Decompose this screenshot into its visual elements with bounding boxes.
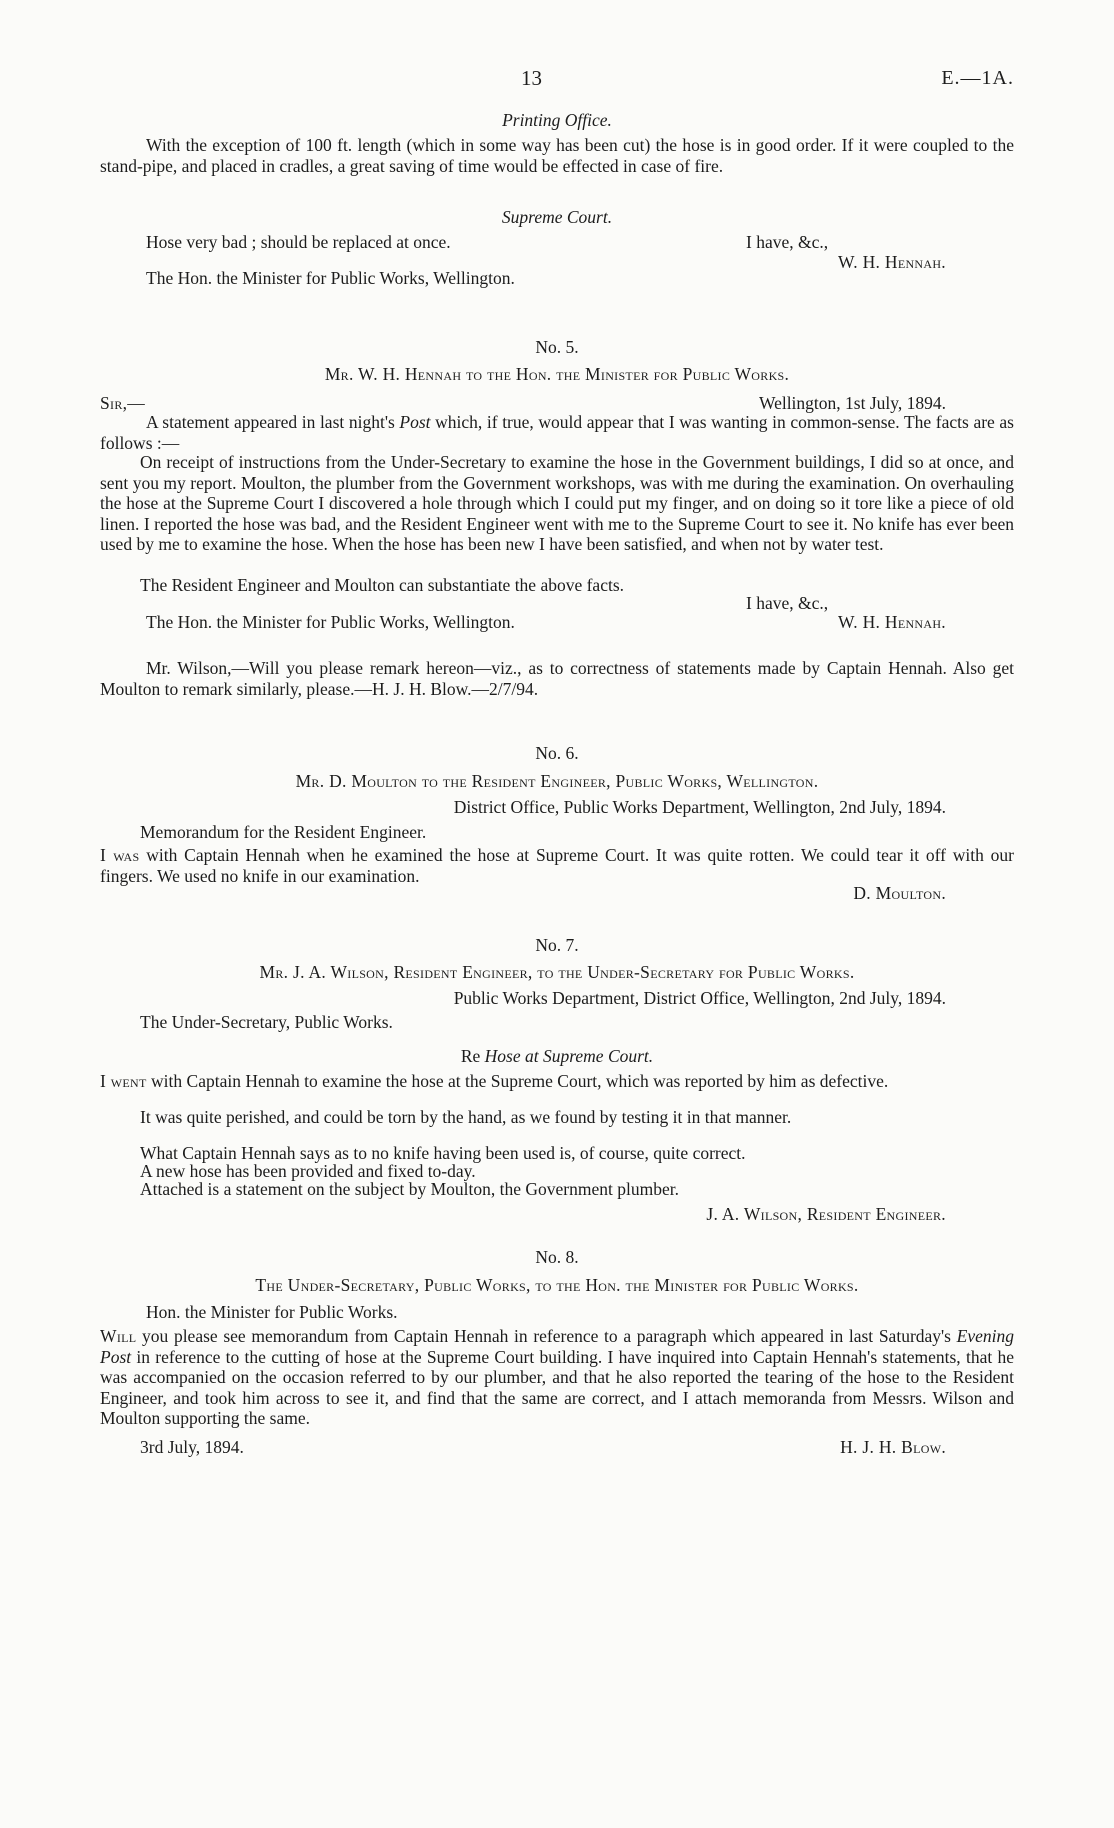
no5-paragraph-3: The Resident Engineer and Moulton can substantiate the above facts.: [140, 575, 625, 595]
no5-minute: Mr. Wilson,—Will you please remark hereon—viz., as to correctness of statements made by Captain Hennah. Also get Moulton to remark similarly, please.—H. J. H. Blow.—2/7/94.: [100, 658, 1014, 699]
no6-office: District Office, Public Works Department, Wellington, 2nd July, 1894.: [453, 797, 946, 817]
page-number: 13: [521, 66, 542, 90]
supreme-court-closing: I have, &c.,: [746, 232, 829, 252]
no7-paragraph-4: A new hose has been provided and fixed to-day.: [140, 1161, 476, 1181]
no7-paragraph-3: What Captain Hennah says as to no knife having been used is, of course, quite correct.: [140, 1143, 746, 1163]
document-reference: E.—1A.: [941, 67, 1014, 89]
no5-salutation: Sir,—: [100, 393, 146, 413]
no7-re-line: Re Hose at Supreme Court.: [460, 1046, 654, 1066]
no6-signature: D. Moulton.: [853, 883, 946, 903]
no5-paragraph-2: On receipt of instructions from the Under-Secretary to examine the hose in the Government buildings, I did so at once, and sent you my report. Moulton, the plumber from the Government workshops, was with me during the examination. On overhauling the hose at the Supreme Court I discovered a hole through which I could put my finger, and on doing so it tore like a piece of old linen. I reported the hose was bad, and the Resident Engineer went with me to the Supreme Court to see it. No knife has ever been used by me to examine the hose. When the hose has been new I have been satisfied, and when not by water test.: [100, 452, 1014, 554]
no6-memo: Memorandum for the Resident Engineer.: [140, 822, 427, 842]
no6-body: I was with Captain Hennah when he examined the hose at Supreme Court. It was quite rotten. We could tear it off with our fingers. We used no knife in our examination.: [100, 845, 1014, 886]
no5-date: Wellington, 1st July, 1894.: [758, 393, 946, 413]
no6-title: Mr. D. Moulton to the Resident Engineer, Public Works, Wellington.: [295, 771, 819, 791]
no5-signature: W. H. Hennah.: [838, 612, 946, 632]
supreme-court-addressee: The Hon. the Minister for Public Works, Wellington.: [146, 268, 515, 288]
no8-signature: H. J. H. Blow.: [840, 1437, 946, 1457]
no7-office: Public Works Department, District Office, Wellington, 2nd July, 1894.: [453, 988, 946, 1008]
supreme-court-heading: Supreme Court.: [501, 207, 613, 227]
no8-title: The Under-Secretary, Public Works, to the Hon. the Minister for Public Works.: [255, 1275, 859, 1295]
no7-paragraph-5: Attached is a statement on the subject by Moulton, the Government plumber.: [140, 1179, 679, 1199]
no7-paragraph-2: It was quite perished, and could be torn by the hand, as we found by testing it in that manner.: [140, 1107, 792, 1127]
no7-number: No. 7.: [535, 935, 579, 955]
no5-number: No. 5.: [535, 337, 579, 357]
no8-number: No. 8.: [535, 1247, 579, 1267]
document-page: [100, 0, 1014, 1828]
no8-to: Hon. the Minister for Public Works.: [146, 1302, 398, 1322]
no5-paragraph-1: A statement appeared in last night's Post which, if true, would appear that I was wanting in common-sense. The facts are as follows :—: [100, 412, 1014, 453]
supreme-court-signature: W. H. Hennah.: [838, 252, 946, 272]
no8-body: Will you please see memorandum from Captain Hennah in reference to a paragraph which appeared in last Saturday's Evening Post in reference to the cutting of hose at the Supreme Court building. I have inquired into Captain Hennah's statements, that he was accompanied on the occasion referred to by our plumber, and that he also reported the tearing of the hose to the Resident Engineer, and took him across to see it, and find that the same are correct, and I attach memoranda from Messrs. Wilson and Moulton supporting the same.: [100, 1326, 1014, 1428]
no8-date: 3rd July, 1894.: [140, 1437, 244, 1457]
supreme-court-body: Hose very bad ; should be replaced at once.: [146, 232, 451, 252]
no6-number: No. 6.: [535, 743, 579, 763]
printing-office-body: With the exception of 100 ft. length (which in some way has been cut) the hose is in good order. If it were coupled to the stand-pipe, and placed in cradles, a great saving of time would be effected in case of fire.: [100, 135, 1014, 176]
no7-title: Mr. J. A. Wilson, Resident Engineer, to the Under-Secretary for Public Works.: [259, 962, 855, 982]
no5-addressee: The Hon. the Minister for Public Works, Wellington.: [146, 612, 515, 632]
printing-office-heading: Printing Office.: [502, 110, 612, 130]
no5-closing: I have, &c.,: [746, 593, 829, 613]
no7-to: The Under-Secretary, Public Works.: [140, 1012, 393, 1032]
no7-signature: J. A. Wilson, Resident Engineer.: [706, 1204, 946, 1224]
no7-paragraph-1: I went with Captain Hennah to examine the hose at the Supreme Court, which was reported by him as defective.: [100, 1071, 889, 1091]
no5-title: Mr. W. H. Hennah to the Hon. the Minister for Public Works.: [324, 364, 790, 384]
